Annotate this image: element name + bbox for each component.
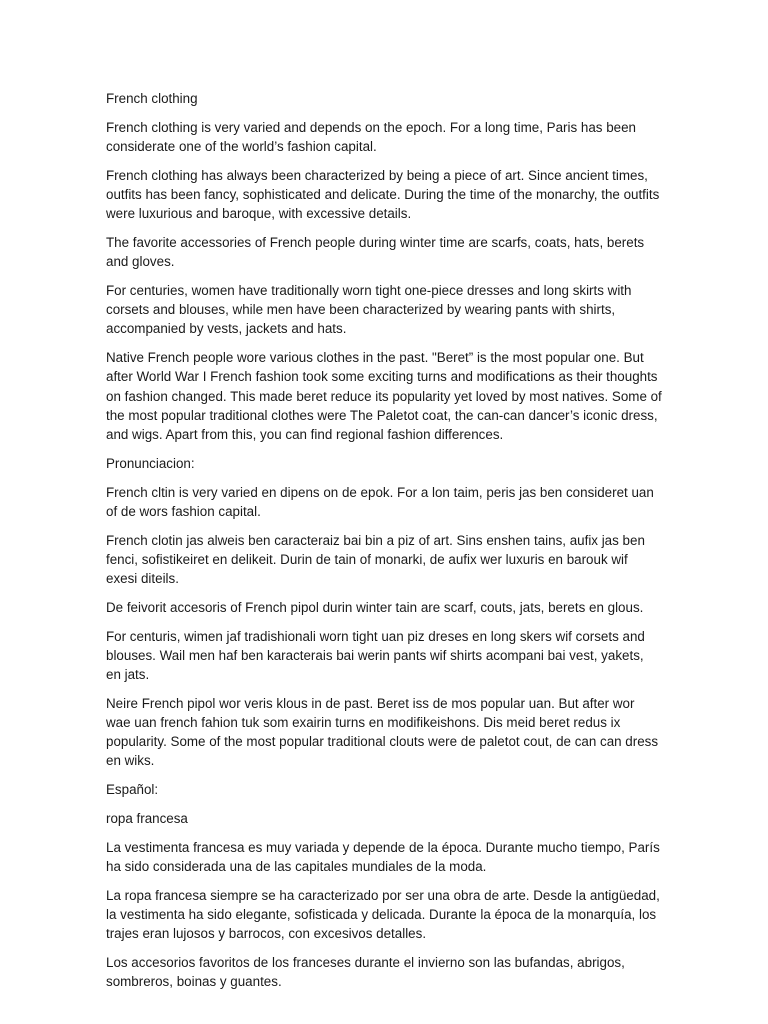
paragraph-pron-5: Neire French pipol wor veris klous in de past. Beret iss de mos popular uan. But after wor wae uan french fahion tuk som exairin turns en modifikeishons. Dis meid beret redus ix popularity. Some of the most popular traditional clouts were de paletot cout, de can can dress en wiks.	[106, 695, 659, 769]
pronunciation-heading: Pronunciacion:	[106, 455, 195, 471]
paragraph-es-1: La vestimenta francesa es muy variada y depende de la época. Durante mucho tiempo, París ha sido considerada una de las capitales mundiales de la moda.	[106, 839, 660, 875]
document-title: French clothing	[106, 91, 198, 106]
document-page	[106, 89, 662, 1001]
paragraph-pron-1: French cltin is very varied en dipens on de epok. For a lon taim, peris jas ben consideret uan of de wors fashion capital.	[106, 484, 654, 519]
paragraph-en-4: For centuries, women have traditionally worn tight one-piece dresses and long skirts with corsets and blouses, while men have been characterized by wearing pants with shirts, accompanied by vests, jackets and hats.	[106, 283, 632, 337]
paragraph-en-2: French clothing has always been characterized by being a piece of art. Since ancient times, outfits has been fancy, sophisticated and delicate. During the time of the monarchy, the outfits were luxurious and baroque, with excessive details.	[106, 167, 660, 222]
paragraph-en-1: French clothing is very varied and depends on the epoch. For a long time, Paris has been considerate one of the world’s fashion capital.	[106, 119, 636, 154]
spanish-heading: Español:	[106, 782, 159, 798]
paragraph-pron-3: De feivorit accesoris of French pipol durin winter tain are scarf, couts, jats, berets en glous.	[106, 599, 644, 615]
paragraph-en-3: The favorite accessories of French people during winter time are scarfs, coats, hats, berets and gloves.	[106, 235, 645, 270]
paragraph-es-3: Los accesorios favoritos de los franceses durante el invierno son las bufandas, abrigos, sombreros, boinas y guantes.	[106, 955, 625, 990]
paragraph-en-5: Native French people wore various clothes in the past. "Beret” is the most popular one. But after World War I French fashion took some exciting turns and modifications as their thoughts on fashion changed. This made beret reduce its popularity yet loved by most natives. Some of the most popular traditional clothes were The Paletot coat, the can-can dancer’s iconic dress, and wigs. Apart from this, you can find regional fashion differences.	[106, 350, 662, 443]
paragraph-es-2: La ropa francesa siempre se ha caracterizado por ser una obra de arte. Desde la antigüedad, la vestimenta ha sido elegante, sofisticada y delicada. Durante la época de la monarquía, los trajes eran lujosos y barrocos, con excesivos detalles.	[106, 887, 660, 942]
spanish-title: ropa francesa	[106, 811, 188, 827]
paragraph-pron-2: French clotin jas alweis ben caracteraiz bai bin a piz of art. Sins enshen tains, aufix jas ben fenci, sofistikeiret en delikeit. Durin de tain of monarki, de aufix wer luxuris en barouk wif exesi diteils.	[106, 532, 645, 587]
paragraph-pron-4: For centuris, wimen jaf tradishionali worn tight uan piz dreses en long skers wif corsets and blouses. Wail men haf ben karacterais bai werin pants wif shirts acompani bai vest, yakets, en jats.	[106, 628, 645, 683]
